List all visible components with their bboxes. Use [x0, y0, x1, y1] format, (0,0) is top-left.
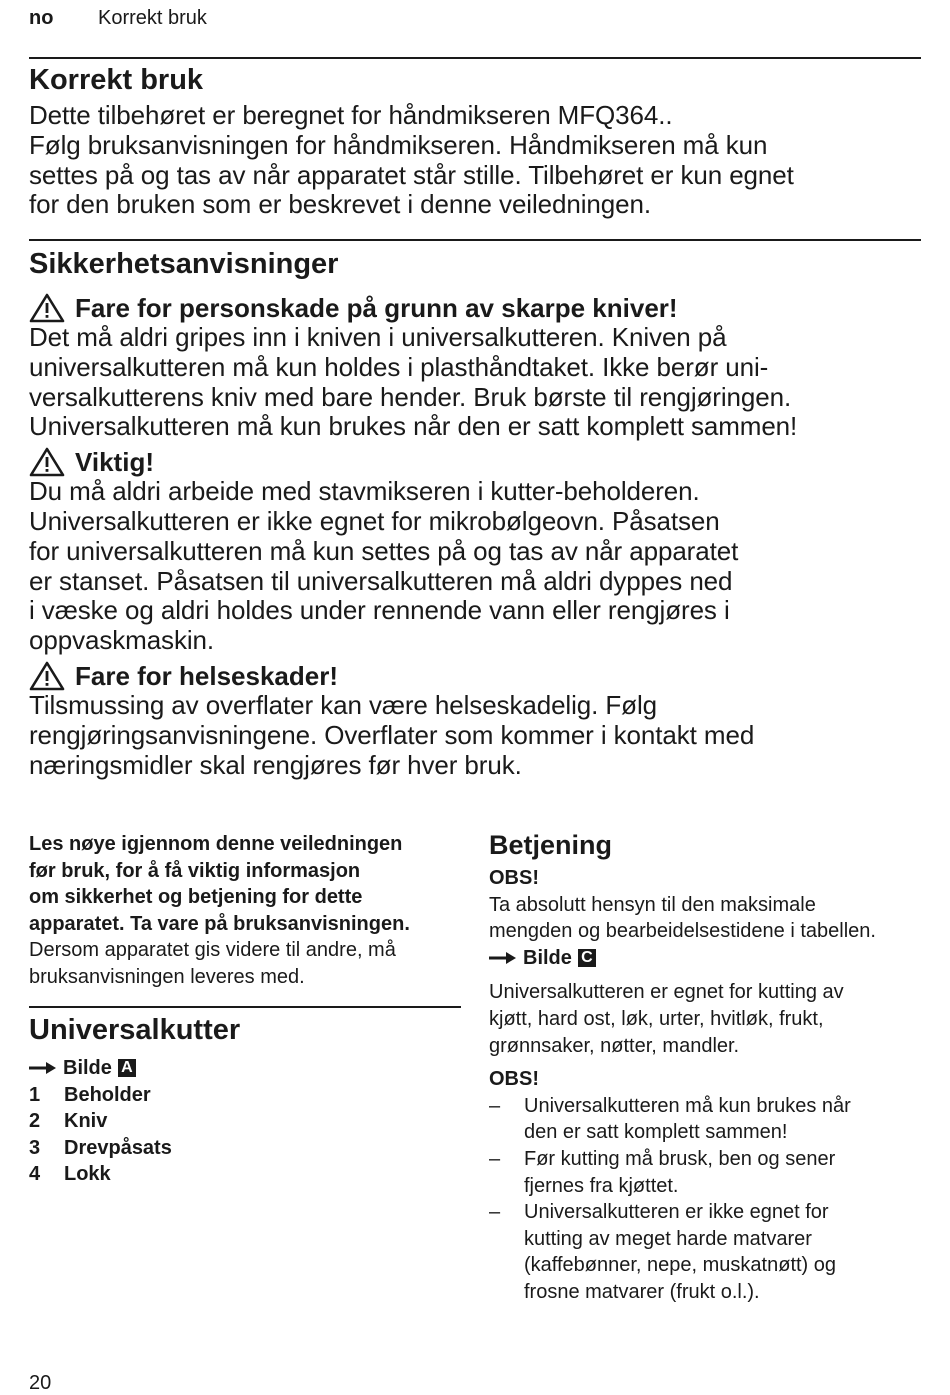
usage-line: grønnsaker, nøtter, mandler. [489, 1034, 740, 1057]
divider [29, 239, 921, 241]
intro-bold-line: før bruk, for å få viktig informasjon [29, 859, 361, 882]
operation-section [489, 830, 929, 1306]
warning-heading [29, 293, 921, 323]
warning-heading [29, 447, 921, 477]
arrow-right-icon [29, 1061, 57, 1075]
list-item-line: fjernes fra kjøttet. [524, 1174, 679, 1197]
part-item [29, 1108, 461, 1135]
warning-text-line: Universalkutteren er ikke egnet for mikrobølgeovn. Påsatsen [29, 505, 720, 536]
correct-use-section [29, 64, 921, 220]
warning-triangle-icon [29, 293, 65, 323]
part-number: 2 [29, 1110, 41, 1133]
intro-bold-line: Les nøye igjennom denne veiledningen [29, 833, 403, 855]
figure-reference [29, 1055, 461, 1082]
usage-line: kjøtt, hard ost, løk, urter, hvitløk, frukt, [489, 1007, 824, 1030]
part-name: Drevpåsats [64, 1136, 172, 1159]
warning-text-line: oppvaskmaskin. [29, 625, 215, 656]
warning-text-line: Du må aldri arbeide med stavmikseren i kutter-beholderen. [29, 476, 700, 507]
intro-bold-line: apparatet. Ta vare på bruksanvisningen. [29, 912, 410, 935]
universal-cutter-heading: Universalkutter [29, 1014, 241, 1046]
dash-bullet: – [489, 1201, 501, 1224]
header-language: no [29, 7, 54, 29]
figure-label: Bilde [523, 946, 572, 969]
operation-heading: Betjening [489, 830, 613, 860]
list-item [489, 1199, 929, 1305]
figure-reference [489, 945, 929, 972]
part-name: Lokk [64, 1163, 111, 1186]
dash-bullet: – [489, 1147, 501, 1170]
part-number: 1 [29, 1083, 41, 1106]
list-item-line: Før kutting må brusk, ben og sener [524, 1147, 836, 1170]
arrow-right-icon [489, 951, 517, 965]
list-item-line: den er satt komplett sammen! [524, 1121, 788, 1144]
list-item [489, 1093, 929, 1146]
warning-triangle-icon [29, 661, 65, 691]
warning-text-line: universalkutteren må kun holdes i plasthåndtaket. Ikke berør uni- [29, 351, 769, 382]
warning-text-line: i væske og aldri holdes under rennende vann eller rengjøres i [29, 595, 730, 626]
warning-text-line: er stanset. Påsatsen til universalkutteren må aldri dyppes ned [29, 565, 733, 596]
correct-use-line: Følg bruksanvisningen for håndmikseren. Håndmikseren må kun [29, 129, 768, 160]
warning-title: Fare for personskade på grunn av skarpe kniver! [75, 293, 678, 323]
part-item [29, 1161, 461, 1188]
divider [29, 1006, 461, 1008]
divider [29, 57, 921, 59]
part-name: Beholder [64, 1083, 151, 1106]
list-item-line: (kaffebønner, nepe, muskatnøtt) og [524, 1254, 837, 1277]
correct-use-line: Dette tilbehøret er beregnet for håndmikseren MFQ364.. [29, 100, 673, 130]
safety-heading: Sikkerhetsanvisninger [29, 248, 339, 280]
warning-text-line: næringsmidler skal rengjøres før hver bruk. [29, 749, 522, 780]
list-item-line: Universalkutteren er ikke egnet for [524, 1201, 829, 1224]
intro-text [29, 831, 469, 991]
figure-label: Bilde [63, 1057, 112, 1079]
warning-title: Viktig! [75, 447, 154, 478]
obs-text-line: mengden og bearbeidelsestidene i tabellen. [489, 920, 876, 943]
warning-text-line: for universalkutteren må kun settes på og tas av når apparatet [29, 535, 739, 566]
warning-text-line: Tilsmussing av overflater kan være helseskadelig. Følg [29, 689, 657, 720]
usage-line: Universalkutteren er egnet for kutting av [489, 981, 844, 1004]
obs-text-line: Ta absolutt hensyn til den maksimale [489, 893, 816, 916]
dash-bullet: – [489, 1094, 501, 1117]
warning-text-line: Universalkutteren må kun brukes når den er satt komplett sammen! [29, 411, 798, 442]
part-number: 4 [29, 1163, 41, 1186]
obs-label: OBS! [489, 867, 539, 889]
safety-section [29, 248, 921, 780]
warning-title: Fare for helseskader! [75, 660, 339, 691]
warning-text-line: rengjøringsanvisningene. Overflater som kommer i kontakt med [29, 719, 755, 750]
correct-use-line: for den bruken som er beskrevet i denne veiledningen. [29, 189, 651, 220]
part-item [29, 1082, 461, 1109]
correct-use-heading: Korrekt bruk [29, 64, 204, 96]
warning-text-line: versalkutterens kniv med bare hender. Bruk børste til rengjøringen. [29, 381, 792, 412]
page-number: 20 [29, 1372, 52, 1394]
list-item-line: Universalkutteren må kun brukes når [524, 1094, 851, 1117]
figure-letter-badge: C [578, 949, 596, 967]
warning-triangle-icon [29, 447, 65, 477]
part-number: 3 [29, 1136, 41, 1159]
header-title: Korrekt bruk [98, 7, 207, 29]
obs-label: OBS! [489, 1068, 539, 1091]
intro-line: Dersom apparatet gis videre til andre, må [29, 939, 396, 962]
intro-line: bruksanvisningen leveres med. [29, 965, 305, 988]
list-item-line: frosne matvarer (frukt o.l.). [524, 1280, 760, 1303]
part-name: Kniv [64, 1110, 108, 1133]
part-item [29, 1135, 461, 1162]
warning-text-line: Det må aldri gripes inn i kniven i universalkutteren. Kniven på [29, 322, 727, 352]
caution-list [489, 1093, 929, 1306]
list-item-line: kutting av meget harde matvarer [524, 1227, 812, 1250]
universal-cutter-section [29, 1014, 461, 1188]
list-item [489, 1146, 929, 1199]
correct-use-line: settes på og tas av når apparatet står stille. Tilbehøret er kun egnet [29, 159, 794, 190]
warning-heading [29, 661, 921, 691]
intro-bold-line: om sikkerhet og betjening for dette [29, 886, 363, 909]
figure-letter-badge: A [118, 1059, 136, 1077]
